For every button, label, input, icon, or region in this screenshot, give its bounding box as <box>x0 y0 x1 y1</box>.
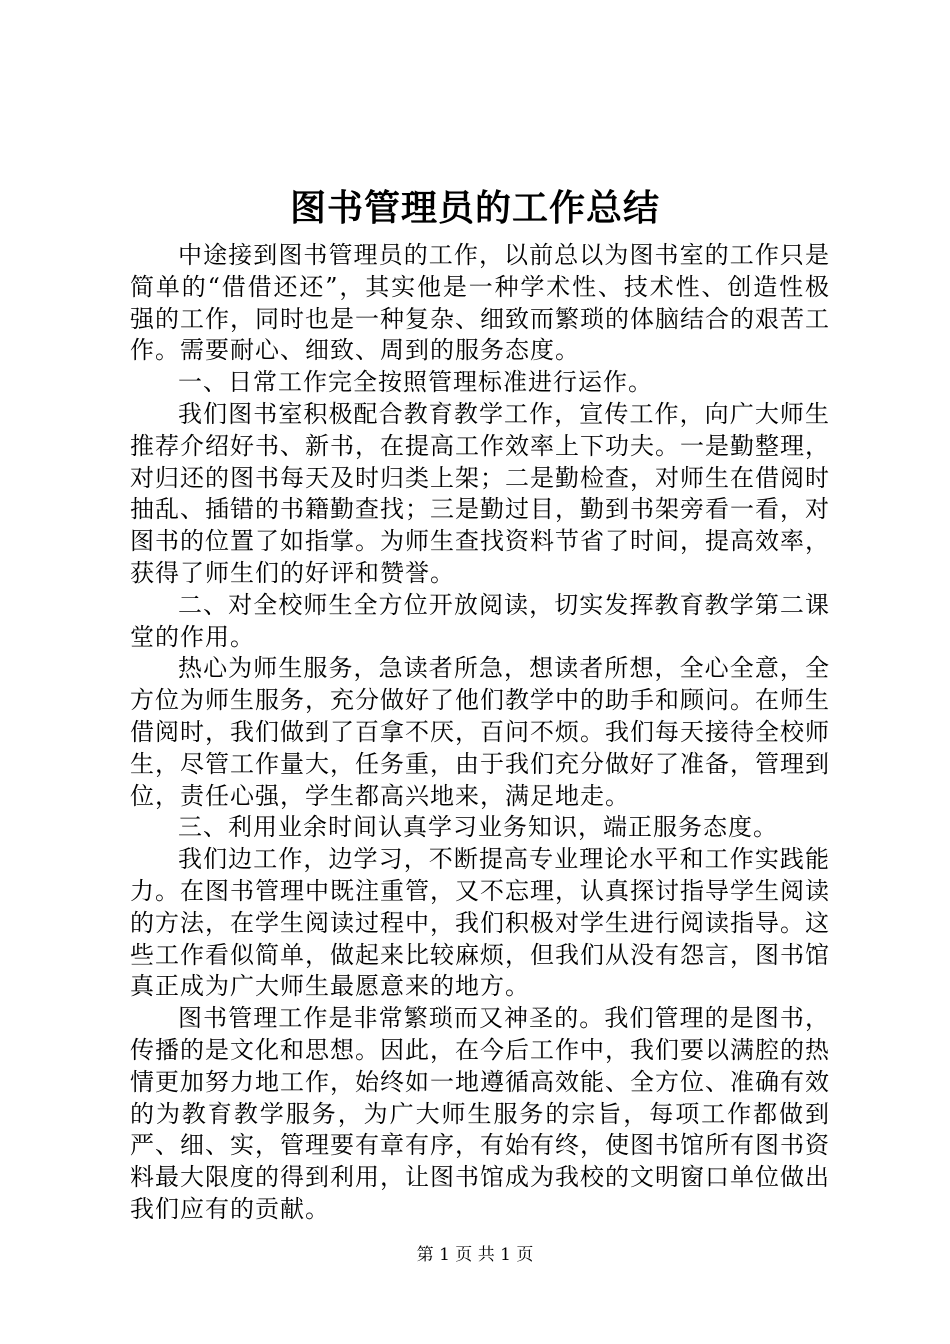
paragraph-section-3: 我们边工作，边学习，不断提高专业理论水平和工作实践能力。在图书管理中既注重管，又不忘理，认真探讨指导学生阅读的方法，在学生阅读过程中，我们积极对学生进行阅读指导。这些工作看似简单，做起来比较麻烦，但我们从没有怨言，图书馆真正成为广大师生最愿意来的地方。 <box>130 845 830 1001</box>
section-heading-2: 二、对全校师生全方位开放阅读，切实发挥教育教学第二课堂的作用。 <box>130 590 830 651</box>
paragraph-intro: 中途接到图书管理员的工作，以前总以为图书室的工作只是简单的“借借还还”，其实他是一种学术性、技术性、创造性极强的工作，同时也是一种复杂、细致而繁琐的体脑结合的艰苦工作。需要耐心、细致、周到的服务态度。 <box>130 241 830 365</box>
paragraph-section-1: 我们图书室积极配合教育教学工作，宣传工作，向广大师生推荐介绍好书、新书，在提高工作效率上下功夫。一是勤整理，对归还的图书每天及时归类上架；二是勤检查，对师生在借阅时抽乱、插错的书籍勤查找；三是勤过目，勤到书架旁看一看，对图书的位置了如指掌。为师生查找资料节省了时间，提高效率，获得了师生们的好评和赞誉。 <box>130 399 830 587</box>
document-title: 图书管理员的工作总结 <box>289 187 660 229</box>
page-footer: 第 1 页 共 1 页 <box>416 1245 534 1265</box>
section-heading-1: 一、日常工作完全按照管理标准进行运作。 <box>178 368 653 397</box>
paragraph-conclusion: 图书管理工作是非常繁琐而又神圣的。我们管理的是图书，传播的是文化和思想。因此，在今后工作中，我们要以满腔的热情更加努力地工作，始终如一地遵循高效能、全方位、准确有效的为教育教学服务，为广大师生服务的宗旨，每项工作都做到严、细、实，管理要有章有序，有始有终，使图书馆所有图书资料最大限度的得到利用，让图书馆成为我校的文明窗口单位做出我们应有的贡献。 <box>130 1004 830 1223</box>
paragraph-section-2: 热心为师生服务，急读者所急，想读者所想，全心全意，全方位为师生服务，充分做好了他们教学中的助手和顾问。在师生借阅时，我们做到了百拿不厌，百问不烦。我们每天接待全校师生，尽管工作量大，任务重，由于我们充分做好了准备，管理到位，责任心强，学生都高兴地来，满足地走。 <box>130 654 830 810</box>
section-heading-3: 三、利用业余时间认真学习业务知识，端正服务态度。 <box>178 813 778 842</box>
document-body <box>130 240 830 1226</box>
